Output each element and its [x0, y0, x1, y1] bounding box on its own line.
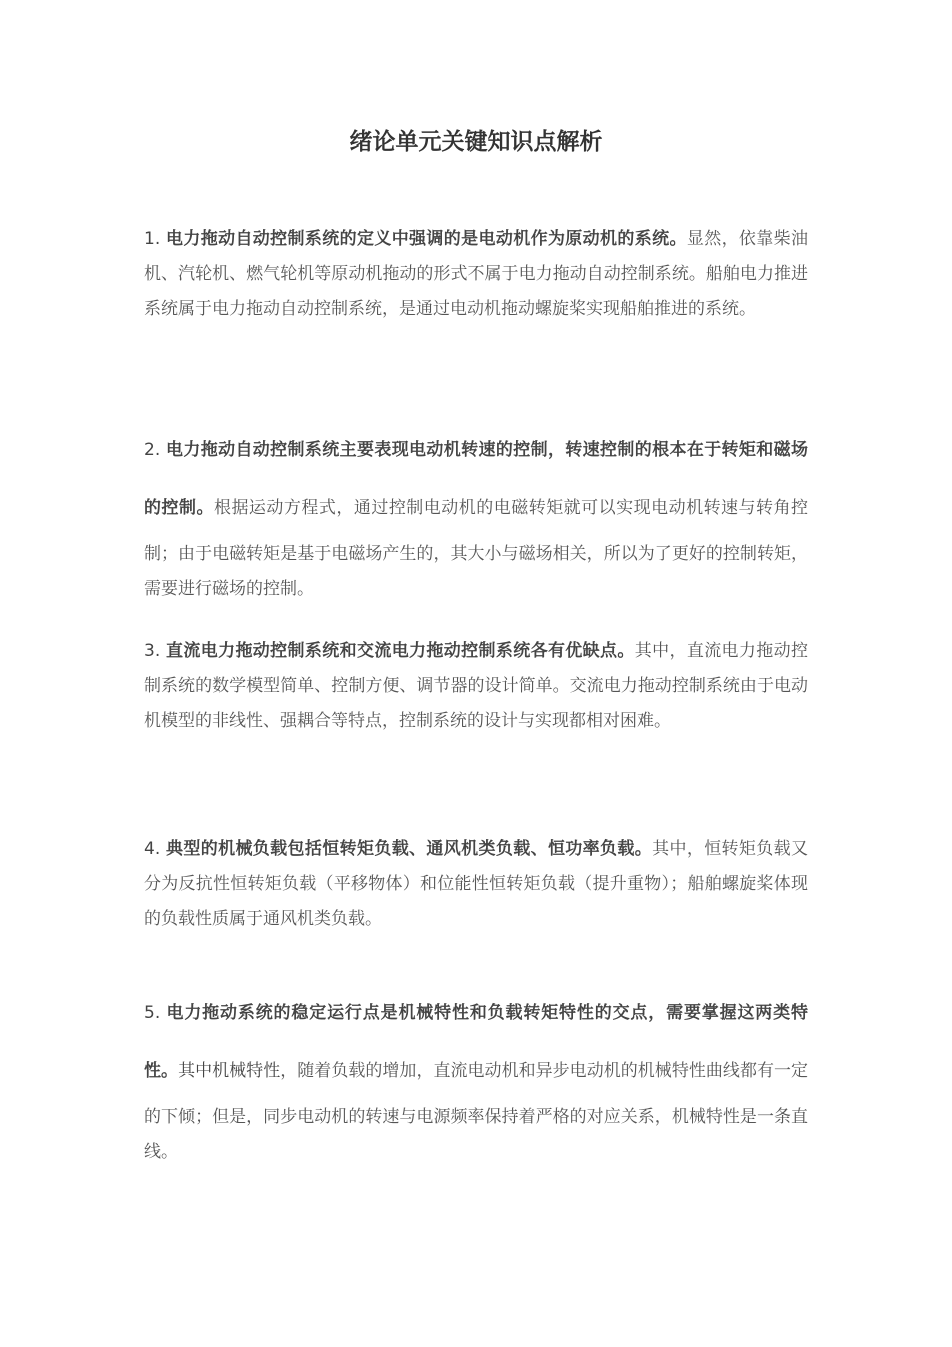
item-number: 2. [144, 440, 161, 460]
item-lead: 其中机械特性 [178, 1061, 281, 1081]
item-explanation: ，随着负载的增加，直流电动机和异步电动机的机械特性曲线都有一定的下倾；但是，同步电动机的转速与电源频率保持着严格的对应关系，机械特性是一条直线。 [144, 1061, 809, 1162]
item-number: 1. [144, 229, 161, 249]
knowledge-point-5 [144, 984, 808, 1170]
knowledge-point-2 [144, 421, 808, 607]
item-key-point: 典型的机械负载包括恒转矩负载、通风机类负载、恒功率负载。 [166, 839, 653, 859]
item-key-point: 电力拖动自动控制系统的定义中强调的是电动机作为原动机的系统。 [166, 229, 687, 249]
item-explanation: 其中，直流电力拖动控制系统的数学模型简单、控制方便、调节器的设计简单。交流电力拖动控制系统由于电动机模型的非线性、强耦合等特点，控制系统的设计与实现都相对困难。 [144, 641, 808, 731]
item-explanation: 根据运动方程式，通过控制电动机的电磁转矩就可以实现电动机转速与转角控制；由于电磁转矩是基于电磁场产生的，其大小与磁场相关，所以为了更好的控制转矩，需要进行磁场的控制。 [144, 498, 809, 599]
item-key-point: 电力拖动系统的稳定运行点是机械特性和负载转矩特性的交点，需要掌握这两类特性。 [144, 1003, 808, 1081]
item-key-point: 直流电力拖动控制系统和交流电力拖动控制系统各有优缺点。 [166, 641, 635, 661]
item-explanation: 显然，依靠柴油机、汽轮机、燃气轮机等原动机拖动的形式不属于电力拖动自动控制系统。船舶电力推进系统属于电力拖动自动控制系统，是通过电动机拖动螺旋桨实现船舶推进的系统。 [144, 229, 809, 319]
item-explanation: 其中，恒转矩负载又分为反抗性恒转矩负载（平移物体）和位能性恒转矩负载（提升重物）；船舶螺旋桨体现的负载性质属于通风机类负载。 [144, 839, 808, 929]
item-number: 3. [144, 641, 161, 661]
page-title: 绪论单元关键知识点解析 [349, 129, 603, 155]
item-key-point: 电力拖动自动控制系统主要表现电动机转速的控制，转速控制的根本在于转矩和磁场的控制。 [144, 440, 808, 518]
knowledge-point-3 [144, 634, 808, 739]
knowledge-point-1 [144, 222, 808, 327]
item-number: 4. [144, 839, 161, 859]
knowledge-point-4 [144, 832, 808, 937]
item-number: 5. [144, 1003, 161, 1023]
